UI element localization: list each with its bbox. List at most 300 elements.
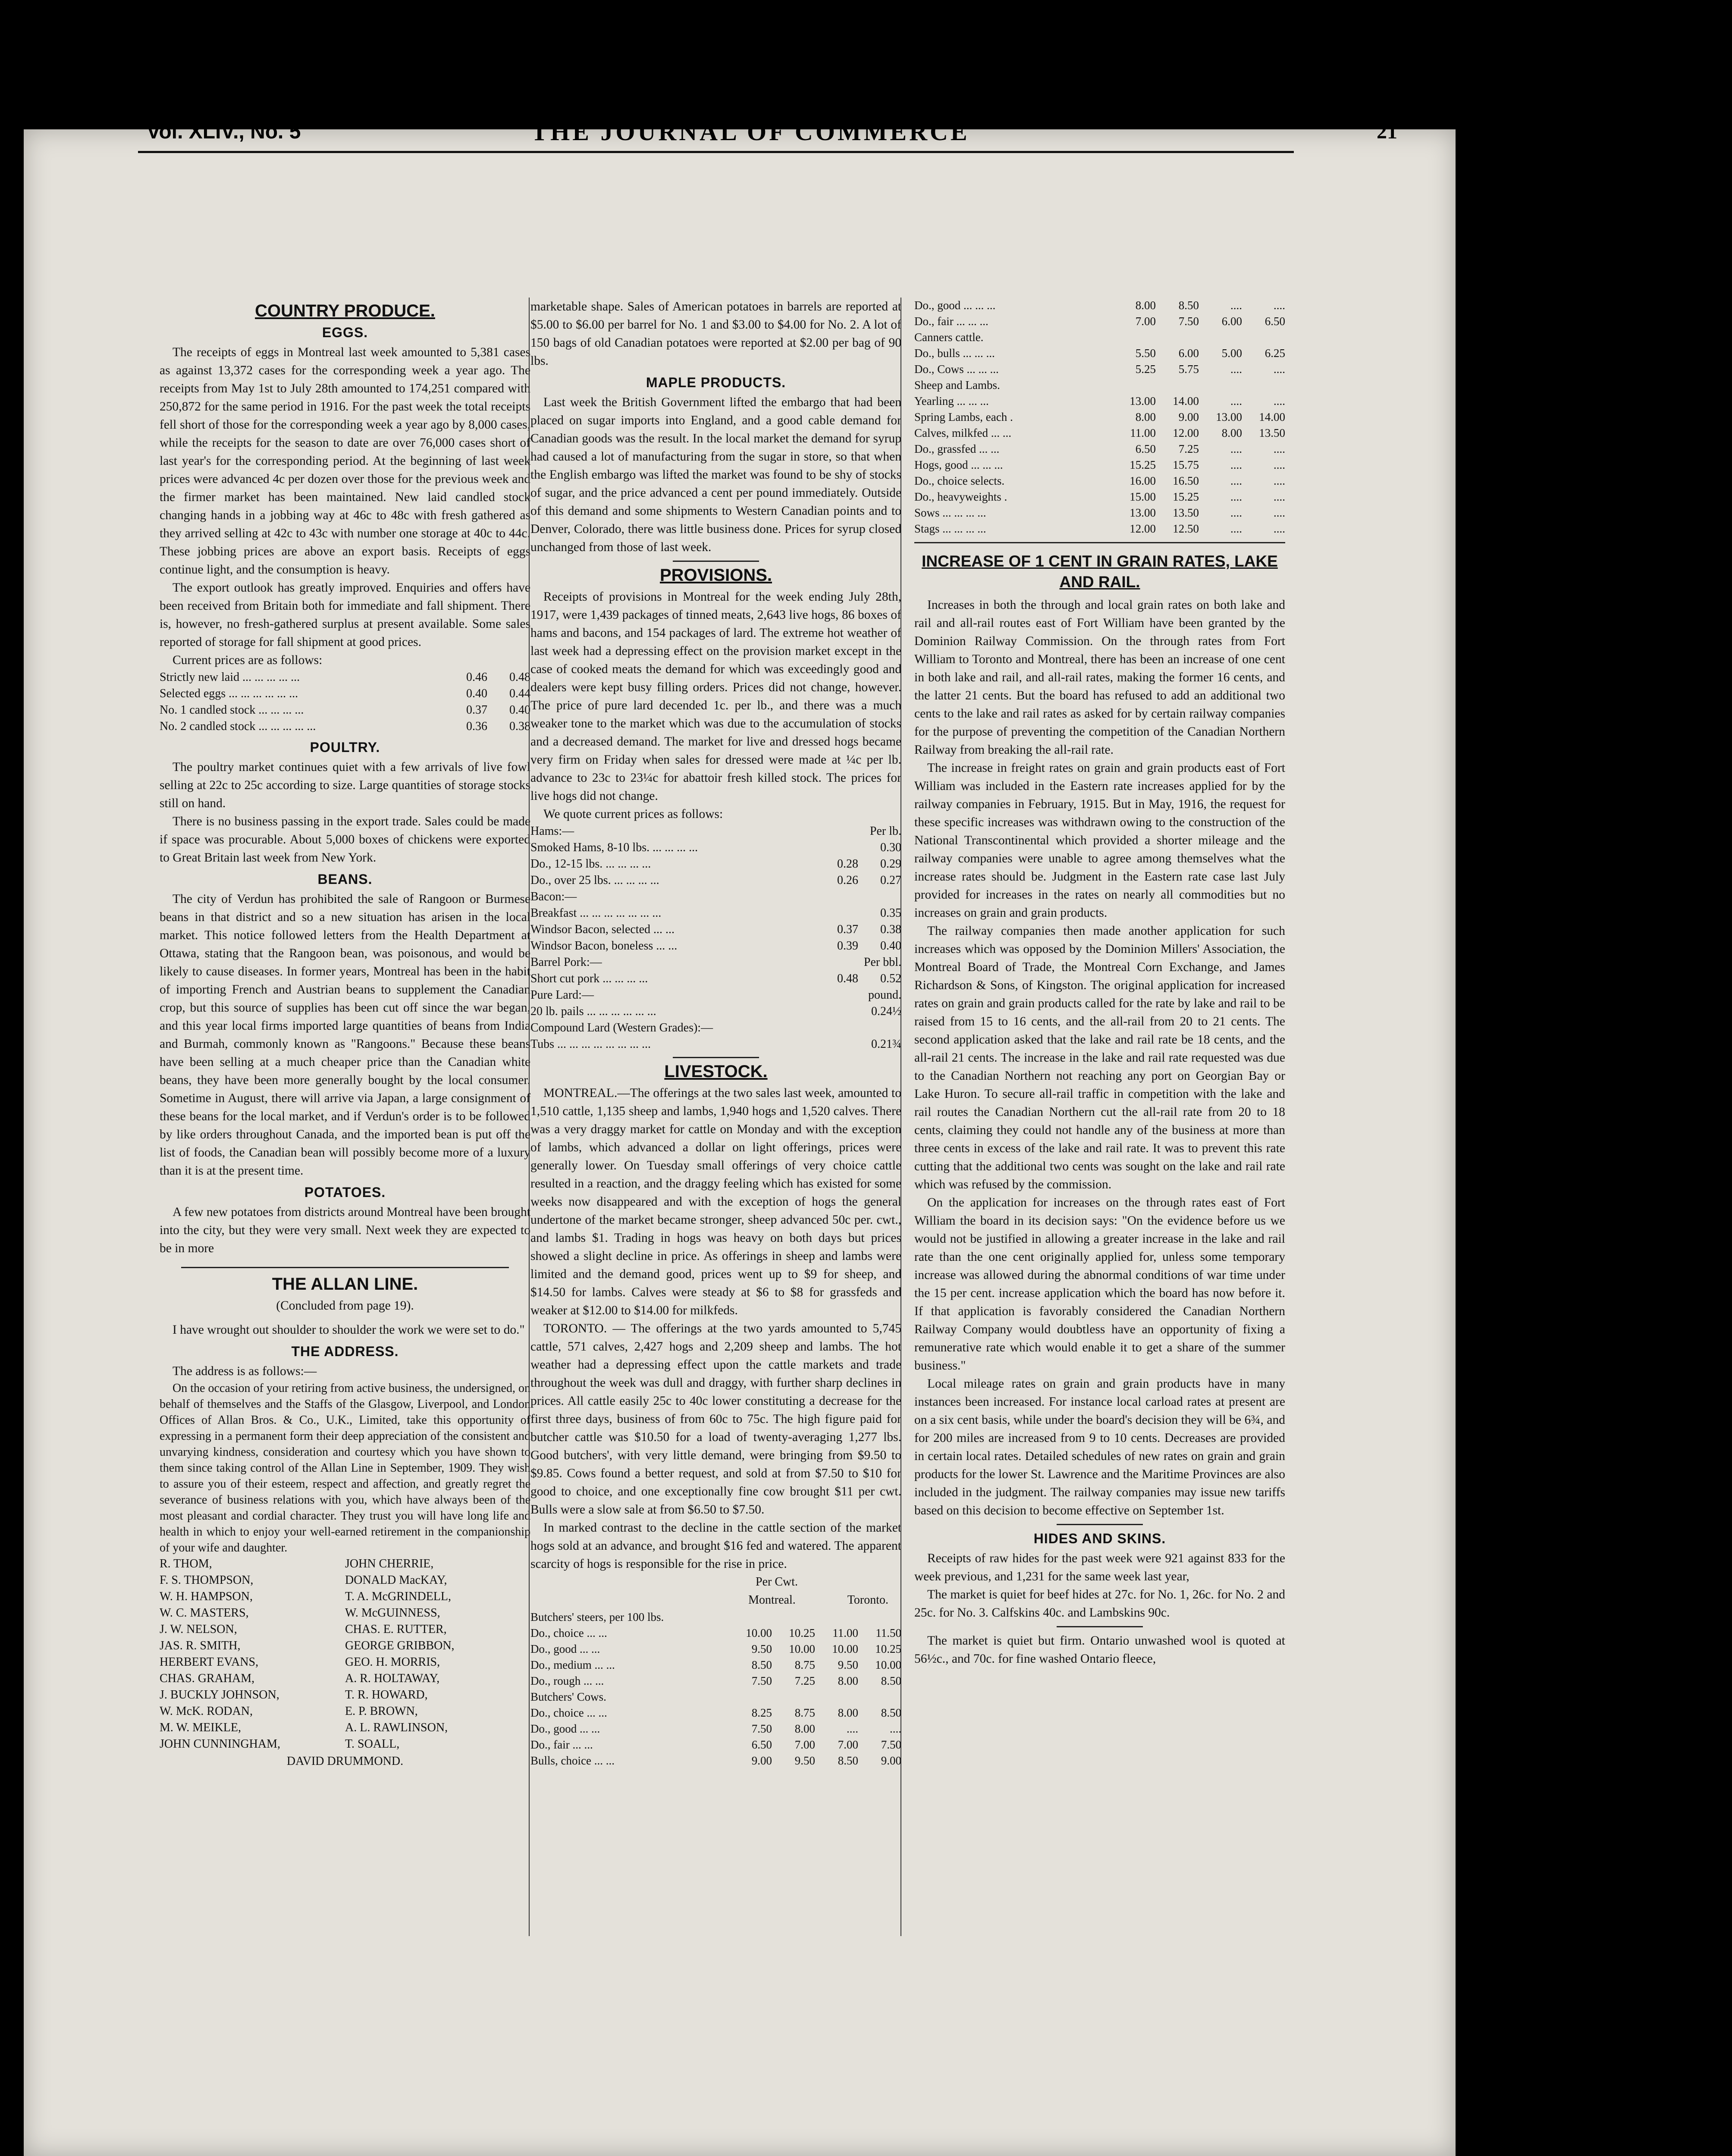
cattle-price: 10.25 <box>789 1626 815 1639</box>
cattle-price: 15.25 <box>1130 458 1156 471</box>
toronto-header: Toronto. <box>847 1593 888 1607</box>
cattle-row <box>914 473 1285 489</box>
price-low <box>815 954 858 971</box>
heading-beans: BEANS. <box>317 871 373 887</box>
price-row <box>530 856 901 872</box>
price-row <box>160 718 530 735</box>
price-high: 0.29 <box>880 857 901 871</box>
cattle-label: Do., heavyweights . <box>914 490 1007 503</box>
column-2 <box>530 298 901 1769</box>
price-label: Hams:— <box>530 824 574 838</box>
price-low <box>815 1020 858 1036</box>
cattle-price: 13.00 <box>1130 506 1156 519</box>
cattle-row <box>914 457 1285 473</box>
price-label: Do., over 25 lbs. ... ... ... ... <box>530 874 659 887</box>
price-high: 0.40 <box>880 939 901 953</box>
cattle-label: Do., Cows ... ... ... <box>914 363 999 376</box>
price-low <box>815 1036 858 1053</box>
cattle-price: 15.25 <box>1173 490 1199 503</box>
paragraph: MONTREAL.—The offerings at the two sales last week, amounted to 1,510 cattle, 1,135 sheep and lambs, 1,940 hogs and 1,520 calves. There was a very draggy market for cattle on Monday and with the exception of lambs, which advanced a dollar on light offerings, prices were generally lower. On Tuesday small offerings of very choice cattle resulted in a reaction, and the draggy feeling which has existed for some weeks now disappeared and with the exception of hogs the general undertone of the market became stronger, sheep advanced 50c per. cwt., and lambs $1. Trading in hogs was heavy on both days but prices showed a slight decline in price. As offerings in sheep and lambs were limited and the demand good, prices went up to $9 for sheep, and $14.50 for lambs. Calves were steady at $6 to $8 for grassfeds and weaker at $12.00 to $14.00 for milkfeds. <box>530 1086 901 1317</box>
cattle-label: Sheep and Lambs. <box>914 379 1000 392</box>
paragraph: On the application for increases on the through rates east of Fort William the board in its decision says: "On the evidence before us we would not be justified in allowing a greater increase in the lake and rail rate than the one cent originally applied for, unless some temporary increase was allowed during the abnormal conditions of war time under the 15 per cent. increase application which the board has now before it. If that application is favorably considered the Canadian Northern Railway Company would doubtless have an opportunity of fixing a remunerative rate which would enable it to get a share of the summer business." <box>914 1196 1285 1373</box>
paragraph: The export outlook has greatly improved. Enquiries and offers have been received from Britain both for immediate and fall shipment. There is, however, no fresh-gathered surplus at present available. Some sales reported of storage for fall shipment at good prices. <box>160 581 530 649</box>
paragraph: I have wrought out shoulder to shoulder the work we were set to do." <box>173 1323 525 1337</box>
cattle-price: .... <box>1274 522 1285 535</box>
price-label: Do., 12-15 lbs. ... ... ... ... <box>530 857 651 871</box>
heading-poultry: POULTRY. <box>310 740 380 755</box>
cattle-price <box>1113 329 1156 345</box>
cattle-price: 14.00 <box>1173 395 1199 407</box>
cattle-price: 13.50 <box>1259 426 1285 439</box>
signatory-name: T. SOALL, <box>345 1737 400 1751</box>
price-high: 0.44 <box>509 687 530 700</box>
cattle-row <box>914 345 1285 361</box>
cattle-price <box>729 1689 772 1705</box>
paragraph: A few new potatoes from districts around Montreal have been brought into the city, but they were very small. Next week they are expected to be in more <box>160 1205 530 1255</box>
price-low: 0.46 <box>466 671 487 684</box>
price-low: 0.40 <box>466 687 487 700</box>
price-high: 0.27 <box>880 874 901 887</box>
price-low <box>815 889 858 905</box>
cattle-price: 15.75 <box>1173 458 1199 471</box>
cattle-row <box>914 441 1285 457</box>
price-label: Selected eggs ... ... ... ... ... ... <box>160 687 298 700</box>
cattle-price: 14.00 <box>1259 411 1285 423</box>
concluded-note: (Concluded from page 19). <box>276 1299 414 1313</box>
price-low: 0.36 <box>466 720 487 733</box>
cattle-price <box>1156 329 1199 345</box>
divider <box>673 561 759 562</box>
cattle-price: 7.00 <box>838 1738 858 1751</box>
divider <box>673 1057 759 1058</box>
price-label: Breakfast ... ... ... ... ... ... ... <box>530 906 662 920</box>
signatory-name: W. McGUINNESS, <box>345 1606 440 1620</box>
cattle-price: 8.00 <box>1135 299 1156 312</box>
cattle-row <box>914 505 1285 521</box>
signatory-name: A. L. RAWLINSON, <box>345 1721 448 1734</box>
signatory-name: A. R. HOLTAWAY, <box>345 1672 440 1685</box>
price-label: Windsor Bacon, selected ... ... <box>530 923 675 936</box>
price-low <box>815 987 858 1003</box>
cattle-price: .... <box>1274 458 1285 471</box>
running-header <box>112 118 1397 150</box>
cattle-price <box>1242 377 1285 393</box>
cattle-label: Spring Lambs, each . <box>914 411 1013 423</box>
cattle-price: 7.00 <box>794 1738 815 1751</box>
paragraph: The poultry market continues quiet with a few arrivals of live fowl selling at 22c to 25c according to size. Large quantities of storage stocks still on hand. <box>160 760 530 810</box>
cattle-label: Calves, milkfed ... ... <box>914 426 1011 439</box>
paragraph: There is no business passing in the export trade. Sales could be made if space was procurable. About 5,000 boxes of chickens were exported to Great Britain last week from New York. <box>160 815 530 865</box>
price-low <box>815 823 858 840</box>
price-low: 0.26 <box>837 874 858 887</box>
signatory-name: T. R. HOWARD, <box>345 1688 428 1702</box>
price-high: Per bbl. <box>863 956 901 969</box>
cattle-price: 7.25 <box>794 1674 815 1687</box>
price-label: Tubs ... ... ... ... ... ... ... ... <box>530 1037 651 1051</box>
signatory-name: W. H. HAMPSON, <box>160 1590 253 1603</box>
cattle-label: Do., medium ... ... <box>530 1658 615 1671</box>
heading-address: THE ADDRESS. <box>291 1344 399 1359</box>
cattle-price: 8.75 <box>794 1706 815 1719</box>
divider <box>1057 1626 1143 1627</box>
cattle-price: 12.00 <box>1173 426 1199 439</box>
cattle-price: 9.50 <box>838 1658 858 1671</box>
header-rule <box>138 151 1294 153</box>
price-row <box>530 954 901 971</box>
cattle-price: .... <box>1274 490 1285 503</box>
cattle-price: 5.25 <box>1135 363 1156 376</box>
price-low: 0.28 <box>837 857 858 871</box>
cattle-price: .... <box>1230 458 1242 471</box>
cattle-label: Canners cattle. <box>914 331 984 344</box>
cattle-row <box>530 1705 901 1721</box>
cattle-price: 8.50 <box>1178 299 1199 312</box>
cattle-price <box>1199 377 1242 393</box>
cattle-price: .... <box>847 1722 858 1735</box>
signatory-name: GEO. H. MORRIS, <box>345 1655 440 1669</box>
price-label: Windsor Bacon, boneless ... ... <box>530 939 678 953</box>
cattle-price <box>815 1689 858 1705</box>
cattle-price: 10.25 <box>875 1642 901 1655</box>
signatory-list <box>160 1556 530 1752</box>
price-high: 0.24½ <box>871 1005 901 1018</box>
heading-potatoes: POTATOES. <box>304 1185 386 1200</box>
price-low: 0.48 <box>837 972 858 985</box>
price-label: Compound Lard (Western Grades):— <box>530 1021 713 1034</box>
cattle-label: Butchers' Cows. <box>530 1690 606 1703</box>
column-1 <box>160 298 530 1771</box>
cattle-row <box>914 377 1285 393</box>
cattle-row <box>914 489 1285 505</box>
cattle-price: 6.00 <box>1178 347 1199 360</box>
cattle-price: 7.50 <box>751 1674 772 1687</box>
cattle-price: 7.50 <box>1178 315 1199 328</box>
price-high: 0.40 <box>509 703 530 717</box>
last-signatory: DAVID DRUMMOND. <box>286 1755 404 1768</box>
price-low: 0.37 <box>837 923 858 936</box>
cattle-price: 8.50 <box>751 1658 772 1671</box>
provisions-price-table <box>530 823 901 1053</box>
cattle-label: Do., good ... ... ... <box>914 299 996 312</box>
cattle-price: 5.50 <box>1135 347 1156 360</box>
paragraph: Receipts of provisions in Montreal for the week ending July 28th, 1917, were 1,439 packages of tinned meats, 2,643 live hogs, 86 boxes of hams and bacons, and 154 packages of lard. The extreme hot weather of last week had a depressing effect on the provision market except in the case of cooked meats the demand for which was exceedingly good and dealers were kept busy filling orders. Prices did not change, however. The price of pure lard decended 1c. per lb., and there was a much weaker tone to the market which was due to the accumulation of stocks and a decreased demand. The market for live and dressed hogs became very firm on Friday when sales for dressed were made at ¼c per lb. advance to 23c to 23¼c for abattoir fresh killed stock. The prices for live hogs did not change. <box>530 590 901 803</box>
price-row <box>530 1003 901 1020</box>
signatory-name: W. McK. RODAN, <box>160 1705 253 1718</box>
paragraph: Current prices are as follows: <box>173 653 323 667</box>
price-label: Bacon:— <box>530 890 577 903</box>
cattle-price: 6.25 <box>1264 347 1285 360</box>
cattle-price: 5.00 <box>1221 347 1242 360</box>
cattle-row <box>914 313 1285 329</box>
cattle-price: 9.00 <box>1178 411 1199 423</box>
cattle-price: 8.50 <box>881 1706 901 1719</box>
cattle-price: .... <box>1230 363 1242 376</box>
divider <box>1057 1524 1143 1525</box>
cattle-price: 10.00 <box>789 1642 815 1655</box>
price-high <box>858 1020 901 1036</box>
cattle-label: Do., choice ... ... <box>530 1706 607 1719</box>
cattle-price: 6.00 <box>1221 315 1242 328</box>
cattle-row <box>530 1721 901 1737</box>
cattle-price: 10.00 <box>746 1626 772 1639</box>
cattle-label: Bulls, choice ... ... <box>530 1754 615 1767</box>
price-row <box>530 889 901 905</box>
paragraph: The market is quiet but firm. Ontario unwashed wool is quoted at 56½c., and 70c. for fine washed Ontario fleece, <box>914 1634 1285 1666</box>
cattle-row <box>530 1657 901 1673</box>
price-row <box>530 840 901 856</box>
price-row <box>530 971 901 987</box>
cattle-price: 9.50 <box>751 1642 772 1655</box>
signatory-name: JOHN CUNNINGHAM, <box>160 1737 280 1751</box>
signatory-name: J. W. NELSON, <box>160 1623 237 1636</box>
section-title-livestock: LIVESTOCK. <box>664 1062 768 1081</box>
signatory-name: CHAS. E. RUTTER, <box>345 1623 447 1636</box>
cattle-row <box>914 409 1285 425</box>
signatory-name: JOHN CHERRIE, <box>345 1557 434 1570</box>
cattle-label: Do., choice selects. <box>914 474 1005 487</box>
page-number: 21 <box>1377 120 1397 143</box>
price-low <box>815 1003 858 1020</box>
cattle-row <box>914 521 1285 537</box>
cattle-label: Sows ... ... ... ... <box>914 506 986 519</box>
section-title-country-produce: COUNTRY PRODUCE. <box>255 301 435 320</box>
price-row <box>530 987 901 1003</box>
cattle-price: 16.50 <box>1173 474 1199 487</box>
paragraph: The address is as follows:— <box>173 1364 317 1378</box>
cattle-price: 7.50 <box>751 1722 772 1735</box>
price-label: Pure Lard:— <box>530 988 594 1002</box>
cattle-price-table-continued <box>914 298 1285 537</box>
price-high: pound. <box>868 988 901 1002</box>
cattle-price: .... <box>1274 395 1285 407</box>
price-row <box>160 686 530 702</box>
cattle-price: 9.50 <box>794 1754 815 1767</box>
price-low: 0.37 <box>466 703 487 717</box>
cattle-price: 7.00 <box>1135 315 1156 328</box>
cattle-price <box>1156 377 1199 393</box>
cattle-row <box>914 329 1285 345</box>
cattle-price <box>772 1609 815 1625</box>
paragraph: The railway companies then made another application for such increases which was opposed by the Dominion Millers' Association, the Montreal Board of Trade, the Montreal Corn Exchange, and James Richardson & Sons, of Kingston. The original application for increased rates on grain and grain products called for the rate by lake and rail to be raised from 15 to 16 cents, and the all-rail from 20 to 21 cents. The second application asked that the lake and rail rate be 18 cents, and the all-rail 21 cents. The increase in the lake and rail rate requested was due to the Canadian Northern not reaching any port on Georgian Bay or Lake Huron. To secure all-rail traffic in competition with the lake and rail routes the Canadian Northern cut the all-rail rate from 20 to 18 cents, claiming they could not handle any of the business at more than three cents in excess of the lake and rail rate. It was to prevent this rate cutting that the additional two cents was sought on the lake and rail rate which was refused by the commission. <box>914 924 1285 1191</box>
cattle-label: Do., bulls ... ... ... <box>914 347 995 360</box>
cattle-price-table <box>530 1609 901 1769</box>
signatory-name: F. S. THOMPSON, <box>160 1573 254 1587</box>
cattle-price: 8.00 <box>1221 426 1242 439</box>
cattle-price: 8.50 <box>881 1674 901 1687</box>
paragraph: TORONTO. — The offerings at the two yards amounted to 5,745 cattle, 571 calves, 2,427 hogs and 2,209 sheep and lambs. The hot weather had a depressing effect upon the cattle markets and trade throughout the week was dull and draggy, with further sharp declines in prices. All cattle easily 25c to 40c lower constituting a decrease for the first three days, business of from 60c to 75c. The high figure paid for butcher cattle was $10.50 for a load of twenty-averaging 1,277 lbs. Good butchers', with very little demand, were bringing from $9.50 to $9.85. Cows found a better request, and sold at from $7.50 to $10 for good to choice, and one exceptionally fine cow brought $11 per cwt. Bulls were a slow sale at from $6.50 to $7.50. <box>530 1322 901 1517</box>
cattle-label: Yearling ... ... ... <box>914 395 989 407</box>
cattle-label: Do., fair ... ... <box>530 1738 593 1751</box>
price-row <box>530 938 901 954</box>
cattle-price: 16.00 <box>1130 474 1156 487</box>
paragraph: On the occasion of your retiring from active business, the undersigned, on behalf of themselves and the Staffs of the Glasgow, Liverpool, and London Offices of Allan Bros. & Co., U.K., Limited, take this opportunity of expressing in a permanent form their deep appreciation of the consistent and unvarying kindness, consideration and courtesy which you have shown to them since taking control of the Allan Line in September, 1909. They wish to assure you of their esteem, respect and affection, and greatly regret the severance of business relations with you, which have always been of the most pleasant and cordial character. They trust you will have long life and health in which to enjoy your well-earned retirement in the companionship of your wife and daughter. <box>160 1382 530 1554</box>
signatory-name: JAS. R. SMITH, <box>160 1639 241 1652</box>
cattle-price: 11.00 <box>1130 426 1156 439</box>
paragraph: The market is quiet for beef hides at 27c. for No. 1, 26c. for No. 2 and 25c. for No. 3. Calfskins 40c. and Lambskins 90c. <box>914 1588 1285 1620</box>
cattle-label: Butchers' steers, per 100 lbs. <box>530 1611 664 1623</box>
journal-title: THE JOURNAL OF COMMERCE <box>531 118 970 146</box>
signatory-name: T. A. McGRINDELL, <box>345 1590 451 1603</box>
price-label: No. 2 candled stock ... ... ... ... ... <box>160 720 316 733</box>
price-label: No. 1 candled stock ... ... ... ... <box>160 703 304 717</box>
paragraph: In marked contrast to the decline in the cattle section of the market hogs sold at an advance, and brought $16 fed and watered. The apparent scarcity of hogs is responsible for the rise in price. <box>530 1521 901 1571</box>
cattle-price: 13.50 <box>1173 506 1199 519</box>
cattle-price <box>858 1609 901 1625</box>
signatory-name: DONALD MacKAY, <box>345 1573 447 1587</box>
price-label: Barrel Pork:— <box>530 956 602 969</box>
heading-hides-skins: HIDES AND SKINS. <box>1033 1531 1166 1546</box>
cattle-row <box>530 1689 901 1705</box>
price-high: 0.35 <box>880 906 901 920</box>
price-high: 0.38 <box>880 923 901 936</box>
price-high: 0.38 <box>509 720 530 733</box>
cattle-label: Do., choice ... ... <box>530 1626 607 1639</box>
cattle-price: 6.50 <box>751 1738 772 1751</box>
heading-maple-products: MAPLE PRODUCTS. <box>646 375 786 390</box>
cattle-price: 9.00 <box>881 1754 901 1767</box>
cattle-price: 12.50 <box>1173 522 1199 535</box>
cattle-price: 8.00 <box>838 1706 858 1719</box>
section-title-allan-line: THE ALLAN LINE. <box>272 1275 418 1294</box>
cattle-price: 10.00 <box>875 1658 901 1671</box>
cattle-row <box>530 1673 901 1689</box>
price-high: 0.52 <box>880 972 901 985</box>
cattle-price: 8.50 <box>838 1754 858 1767</box>
cattle-label: Do., fair ... ... ... <box>914 315 988 328</box>
price-label: Short cut pork ... ... ... ... <box>530 972 648 985</box>
column-3 <box>914 298 1285 1668</box>
signatory-name: W. C. MASTERS, <box>160 1606 249 1620</box>
cattle-price: .... <box>1274 474 1285 487</box>
cattle-price: 8.00 <box>794 1722 815 1735</box>
price-row <box>530 823 901 840</box>
cattle-price: 6.50 <box>1264 315 1285 328</box>
cattle-price: .... <box>1230 474 1242 487</box>
cattle-price: 7.25 <box>1178 442 1199 455</box>
price-row <box>530 905 901 921</box>
cattle-price: 12.00 <box>1130 522 1156 535</box>
paragraph: Last week the British Government lifted the embargo that had been placed on sugar imports into England, and a good cable demand for Canadian goods was the result. In the local market the demand for syrup had caused a lot of manufacturing from the sugar in store, so that when the English embargo was lifted the market was found to be shy of stocks of sugar, and the price advanced a cent per pound immediately. Outside of this demand and some shipments to Western Canadian points and to Denver, Colorado, there was little business done. Prices for syrup closed unchanged from those of last week. <box>530 395 901 554</box>
signatory-name: GEORGE GRIBBON, <box>345 1639 455 1652</box>
price-low <box>815 905 858 921</box>
price-row <box>530 1020 901 1036</box>
signatory-name: R. THOM, <box>160 1557 212 1570</box>
cattle-price: 10.00 <box>832 1642 858 1655</box>
cattle-price: 8.00 <box>838 1674 858 1687</box>
paragraph: The increase in freight rates on grain and grain products east of Fort William was included in the Eastern rate increases applied for by the railway companies in February, 1915. But in May, 1916, the request for these specific increases was withdrawn owing to the construction of the National Transcontinental which provided a shorter mileage and the railway companies were unable to agree among themselves what the increase rates should be. Judgment in the Eastern rate case last July provided for increases in the rates on nearly all commodities but no increases on grain and grain products. <box>914 761 1285 920</box>
cattle-row <box>530 1753 901 1769</box>
cattle-row <box>914 393 1285 409</box>
heading-eggs: EGGS. <box>322 325 368 340</box>
section-title-provisions: PROVISIONS. <box>659 566 772 585</box>
cattle-price: .... <box>1274 299 1285 312</box>
signatory-name: M. W. MEIKLE, <box>160 1721 241 1734</box>
paragraph: Local mileage rates on grain and grain products have in many instances been increased. For instance local carload rates at present are on a six cent basis, while under the board's decision they will be 6¾, and for 200 miles are increased from 9 to 10 cents. Decreases are provided in certain local rates. Detailed schedules of new rates on grain and grain products for the lower St. Lawrence and the Maritime Provinces are also included in the judgment. The railway companies may issue new tariffs based on this decision to become effective on September 1st. <box>914 1377 1285 1517</box>
cattle-price: .... <box>1274 506 1285 519</box>
price-high: Per lb. <box>869 824 901 838</box>
price-row <box>160 669 530 686</box>
cattle-price <box>772 1689 815 1705</box>
cattle-row <box>914 361 1285 377</box>
paragraph: marketable shape. Sales of American potatoes in barrels are reported at $5.00 to $6.00 per barrel for No. 1 and $3.00 to $4.00 for No. 2. A lot of 150 bags of old Canadian potatoes were reported at $2.00 per bag of 90 lbs. <box>530 300 901 368</box>
price-row <box>530 1036 901 1053</box>
cattle-row <box>530 1641 901 1657</box>
cattle-label: Stags ... ... ... ... <box>914 522 986 535</box>
cattle-price: 15.00 <box>1130 490 1156 503</box>
cattle-price: .... <box>1230 442 1242 455</box>
paragraph: Increases in both the through and local grain rates on both lake and rail and all-rail routes east of Fort William have been granted by the Dominion Railway Commission. On the through rates from Fort William to Toronto and Montreal, there has been an increase of one cent in both lake and rail, and all-rail rates, making the former 16 cents, and the latter 21 cents. But the board has refused to add an additional two cents to the lake and rail rates as asked for by certain railway companies for the purpose of preventing the competition of the Canadian Northern Railway from breaking the all-rail rate. <box>914 598 1285 757</box>
egg-price-table <box>160 669 530 735</box>
cattle-price: .... <box>890 1722 901 1735</box>
signatory-name: E. P. BROWN, <box>345 1705 418 1718</box>
cattle-label: Do., grassfed ... ... <box>914 442 1000 455</box>
cattle-label: Do., rough ... ... <box>530 1674 604 1687</box>
cattle-row <box>914 298 1285 313</box>
cattle-price: 13.00 <box>1130 395 1156 407</box>
cattle-price: 11.00 <box>832 1626 858 1639</box>
cattle-price <box>858 1689 901 1705</box>
cattle-price: .... <box>1230 299 1242 312</box>
signatory-name: J. BUCKLY JOHNSON, <box>160 1688 279 1702</box>
cattle-price: .... <box>1274 442 1285 455</box>
cattle-price: 5.75 <box>1178 363 1199 376</box>
cattle-label: Do., good ... ... <box>530 1722 600 1735</box>
cattle-row <box>530 1737 901 1753</box>
cattle-price: 8.75 <box>794 1658 815 1671</box>
divider <box>914 542 1285 543</box>
cattle-row <box>530 1609 901 1625</box>
signatory-name: HERBERT EVANS, <box>160 1655 259 1669</box>
price-label: Strictly new laid ... ... ... ... ... <box>160 671 300 684</box>
cattle-price: 8.25 <box>751 1706 772 1719</box>
cattle-price <box>1199 329 1242 345</box>
price-label: 20 lb. pails ... ... ... ... ... ... <box>530 1005 656 1018</box>
price-high: 0.48 <box>509 671 530 684</box>
paragraph: We quote current prices as follows: <box>543 807 723 821</box>
cattle-label: Do., good ... ... <box>530 1642 600 1655</box>
price-row <box>160 702 530 718</box>
paragraph: The city of Verdun has prohibited the sale of Rangoon or Burmese beans in that district and so a new situation has arisen in the local market. This notice followed letters from the Health Department at Ottawa, stating that the Rangoon bean, was poisonous, and would be likely to cause diseases. In former years, Montreal has been in the habit of importing French and Austrian beans to supplement the Canadian crop, but this source of supplies has been cut off since the war began, and this year local firms imported large quantities of beans from India and Burmah, commonly known as "Rangoons." Because these beans have been selling at a much cheaper price than the Canadian white beans, they have been more generally bought by the local consumer. Sometime in August, there will arrive via Japan, a large consignment of these beans for the local market, and if Verdun's order is to be followed by like orders throughout Canada, and the imported bean is put off the list of foods, the Canadian bean will possibly become more of a luxury than it is at the present time. <box>160 892 530 1178</box>
price-row <box>530 921 901 938</box>
cattle-price: .... <box>1274 363 1285 376</box>
cattle-label: Hogs, good ... ... ... <box>914 458 1003 471</box>
cattle-price <box>1113 377 1156 393</box>
montreal-header: Montreal. <box>748 1593 796 1607</box>
price-label: Smoked Hams, 8-10 lbs. ... ... ... ... <box>530 841 698 854</box>
signatory-name: CHAS. GRAHAM, <box>160 1672 255 1685</box>
volume-number: Vol. XLIV., No. 5 <box>147 120 301 143</box>
cattle-table-header <box>530 1591 901 1609</box>
cattle-price: .... <box>1230 506 1242 519</box>
divider <box>181 1267 509 1268</box>
cattle-table-caption: Per Cwt. <box>756 1575 798 1589</box>
price-low <box>815 840 858 856</box>
cattle-price: 11.50 <box>875 1626 901 1639</box>
cattle-price: .... <box>1230 395 1242 407</box>
price-high: 0.21¾ <box>871 1037 901 1051</box>
cattle-price: 6.50 <box>1135 442 1156 455</box>
paragraph: Receipts of raw hides for the past week were 921 against 833 for the week previous, and 1,231 for the same week last year, <box>914 1551 1285 1583</box>
cattle-price: 13.00 <box>1216 411 1242 423</box>
cattle-price <box>815 1609 858 1625</box>
price-row <box>530 872 901 889</box>
paragraph: The receipts of eggs in Montreal last week amounted to 5,381 cases as against 13,372 cases for the corresponding week a year ago. The receipts from May 1st to July 28th amounted to 174,251 compared with 250,872 for the same period in 1916. For the past week the total receipts fell short of those for the corresponding week a year ago by 8,000 cases, while the receipts for the season to date are over 76,000 cases short of last year's for the corresponding period. At the beginning of last week prices were advanced 4c per dozen over those for the previous week and the firmer market has been maintained. New laid candled stock changing hands in a jobbing way at 46c to 48c with fresh gathered as they arrived selling at 42c to 43c with number one storage at 40c to 44c. These jobbing prices are above an export basis. Receipts of eggs continue light, and the consumption is heavy. <box>160 345 530 577</box>
cattle-price: 7.50 <box>881 1738 901 1751</box>
column-divider <box>529 298 530 1936</box>
price-high: 0.30 <box>880 841 901 854</box>
cattle-price <box>1242 329 1285 345</box>
cattle-price <box>729 1609 772 1625</box>
